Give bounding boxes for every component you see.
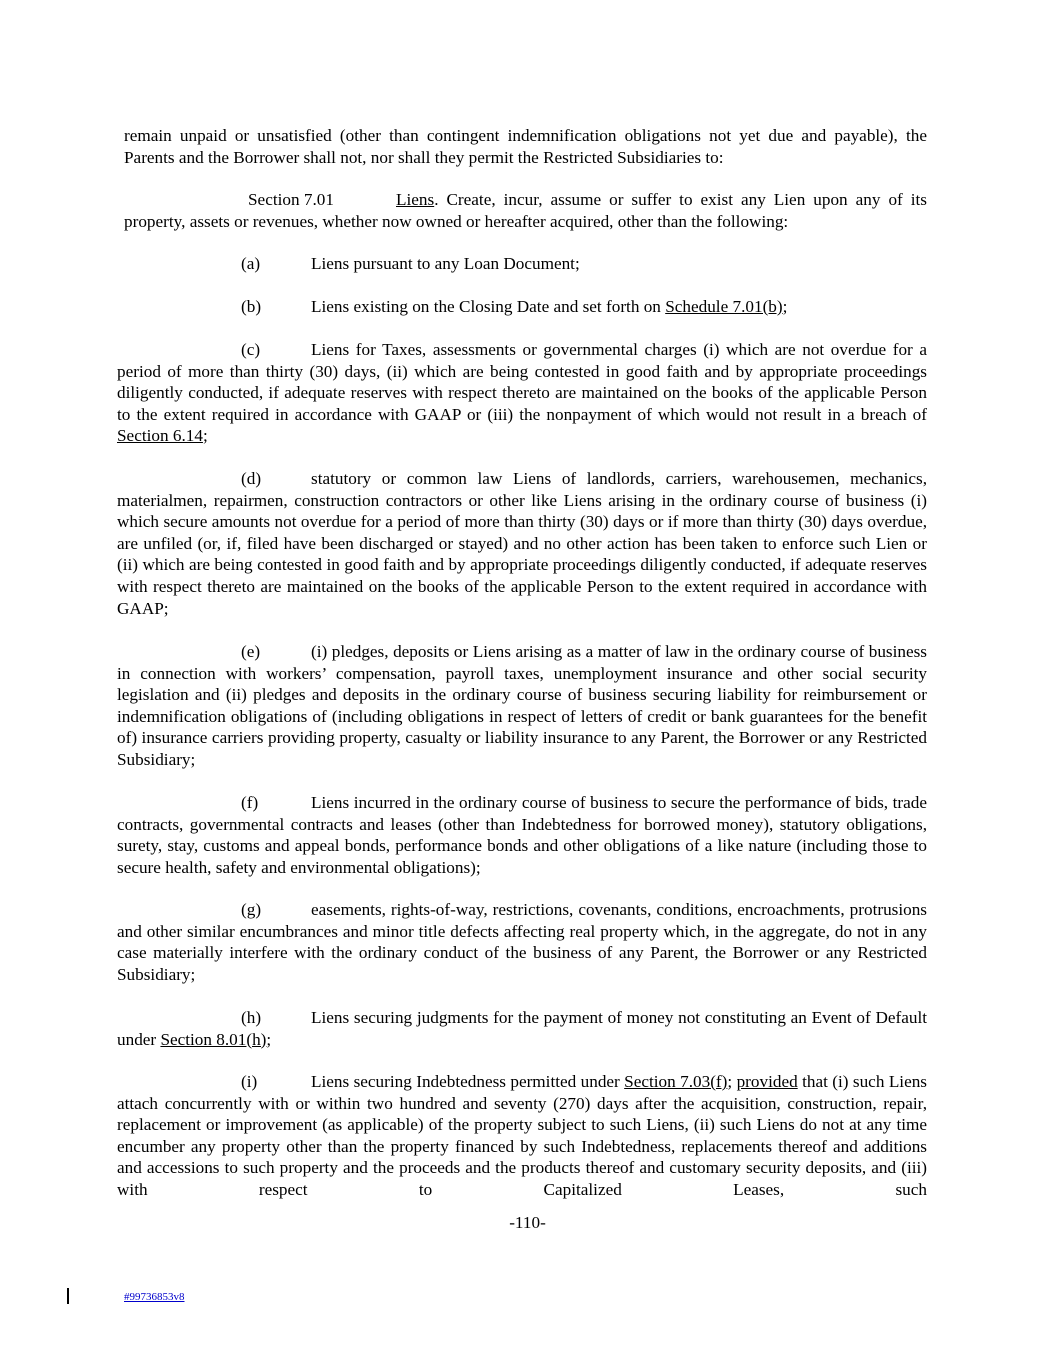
clause-c-label: (c) [241, 340, 261, 359]
section-6-14-link[interactable]: Section 6.14 [117, 426, 203, 446]
schedule-7-01b-link[interactable]: Schedule 7.01(b) [665, 297, 783, 316]
clause-d-label: (d) [241, 469, 262, 488]
section-7-01-paragraph [124, 189, 927, 232]
clause-b-text: Liens existing on the Closing Date and set forth on [311, 297, 666, 316]
section-title: Liens [396, 190, 435, 209]
clause-i-separator: ; [727, 1072, 737, 1091]
clause-c-text: Liens for Taxes, assessments or governmental charges (i) which are not overdue for a period of more than thirty (30) days, (ii) which are being contested in good faith and by appropriate proceedings diligently conducted, if adequate reserves with respect thereto are maintained on the books of the applicable Person to the extent required in accordance with GAAP or (iii) the nonpayment of which would not result in a breach of [117, 340, 927, 424]
clause-c [117, 339, 927, 447]
document-id-link[interactable]: #99736853v8 [124, 1291, 185, 1303]
clause-d [117, 468, 927, 619]
clause-f-text: Liens incurred in the ordinary course of business to secure the performance of bids, trade contracts, governmental contracts and leases (other than Indebtedness for borrowed money), statutory obligations, surety, stay, customs and appeal bonds, performance bonds and other obligations of a like nature (including those to secure health, safety and environmental obligations); [117, 793, 927, 877]
clause-c-end: ; [202, 426, 208, 446]
section-text: . Create, incur, assume or suffer to exist any Lien upon any of its property, assets or revenues, whether now owned or hereafter acquired, other than the following: [124, 190, 927, 231]
clause-f [117, 792, 927, 878]
clause-b-label: (b) [241, 297, 262, 316]
clause-e-label: (e) [241, 642, 261, 661]
clause-h-end: ; [266, 1029, 272, 1049]
clause-e [117, 641, 927, 771]
clause-i [117, 1071, 927, 1201]
revision-bar [67, 1288, 69, 1304]
section-7-03f-link[interactable]: Section 7.03(f) [624, 1072, 728, 1091]
clause-a-text: Liens pursuant to any Loan Document; [311, 254, 580, 273]
section-number: Section 7.01 [248, 190, 334, 209]
clause-h-label: (h) [241, 1008, 262, 1027]
clause-i-label: (i) [241, 1072, 258, 1091]
clause-i-rest: that (i) such Liens attach concurrently with or within two hundred and seventy (270) days after the acquisition, construction, repair, replacement or improvement (as applicable) of the property subject to such Liens, (ii) such Liens do not at any time encumber any property other than the property financed by such Indebtedness, replacements thereof and additions and accessions to such property and the proceeds and the products thereof and customary security deposits, and (iii) with respect to Capitalized Leases, such [117, 1072, 927, 1199]
clause-g-label: (g) [241, 900, 262, 919]
clause-a [117, 253, 927, 275]
clause-b [117, 296, 927, 318]
clause-e-text: (i) pledges, deposits or Liens arising as a matter of law in the ordinary course of business in connection with workers’ compensation, payroll taxes, unemployment insurance and other social security legislation and (ii) pledges and deposits in the ordinary course of business securing liability for reimbursement or indemnification obligations of (including obligations in respect of letters of credit or bank guarantees for the benefit of) insurance carriers providing property, casualty or liability insurance to any Parent, the Borrower or any Restricted Subsidiary; [117, 642, 927, 769]
page-number: -110- [509, 1213, 546, 1232]
clause-d-text: statutory or common law Liens of landlords, carriers, warehousemen, mechanics, materialmen, repairmen, construction contractors or other like Liens arising in the ordinary course of business (i) which secure amounts not overdue for a period of more than thirty (30) days or if more than thirty (30) days overdue, are unfiled (or, if, filed have been discharged or stayed) and no other action has been taken to enforce such Lien or (ii) which are being contested in good faith and by appropriate proceedings diligently conducted, if adequate reserves with respect thereto are maintained on the books of the applicable Person to the extent required in accordance with GAAP; [117, 469, 927, 618]
clause-h [117, 1007, 927, 1050]
clause-b-end: ; [782, 297, 788, 316]
clause-a-label: (a) [241, 254, 261, 273]
clause-f-label: (f) [241, 793, 259, 812]
clause-h-text: Liens securing judgments for the payment of money not constituting an Event of Default under [117, 1008, 927, 1049]
intro-paragraph [124, 125, 927, 168]
clause-g-text: easements, rights-of-way, restrictions, covenants, conditions, encroachments, protrusions and other similar encumbrances and minor title defects affecting real property which, in the aggregate, do not in any case materially interfere with the ordinary conduct of the business of any Parent, the Borrower or any Restricted Subsidiary; [117, 900, 927, 984]
section-8-01h-link[interactable]: Section 8.01(h) [160, 1029, 267, 1049]
clause-g [117, 899, 927, 985]
intro-text: remain unpaid or unsatisfied (other than contingent indemnification obligations not yet due and payable), the Parents and the Borrower shall not, nor shall they permit the Restricted Subsidiaries to: [124, 126, 927, 167]
clause-i-text: Liens securing Indebtedness permitted under [311, 1072, 625, 1091]
provided-term: provided [736, 1072, 798, 1091]
